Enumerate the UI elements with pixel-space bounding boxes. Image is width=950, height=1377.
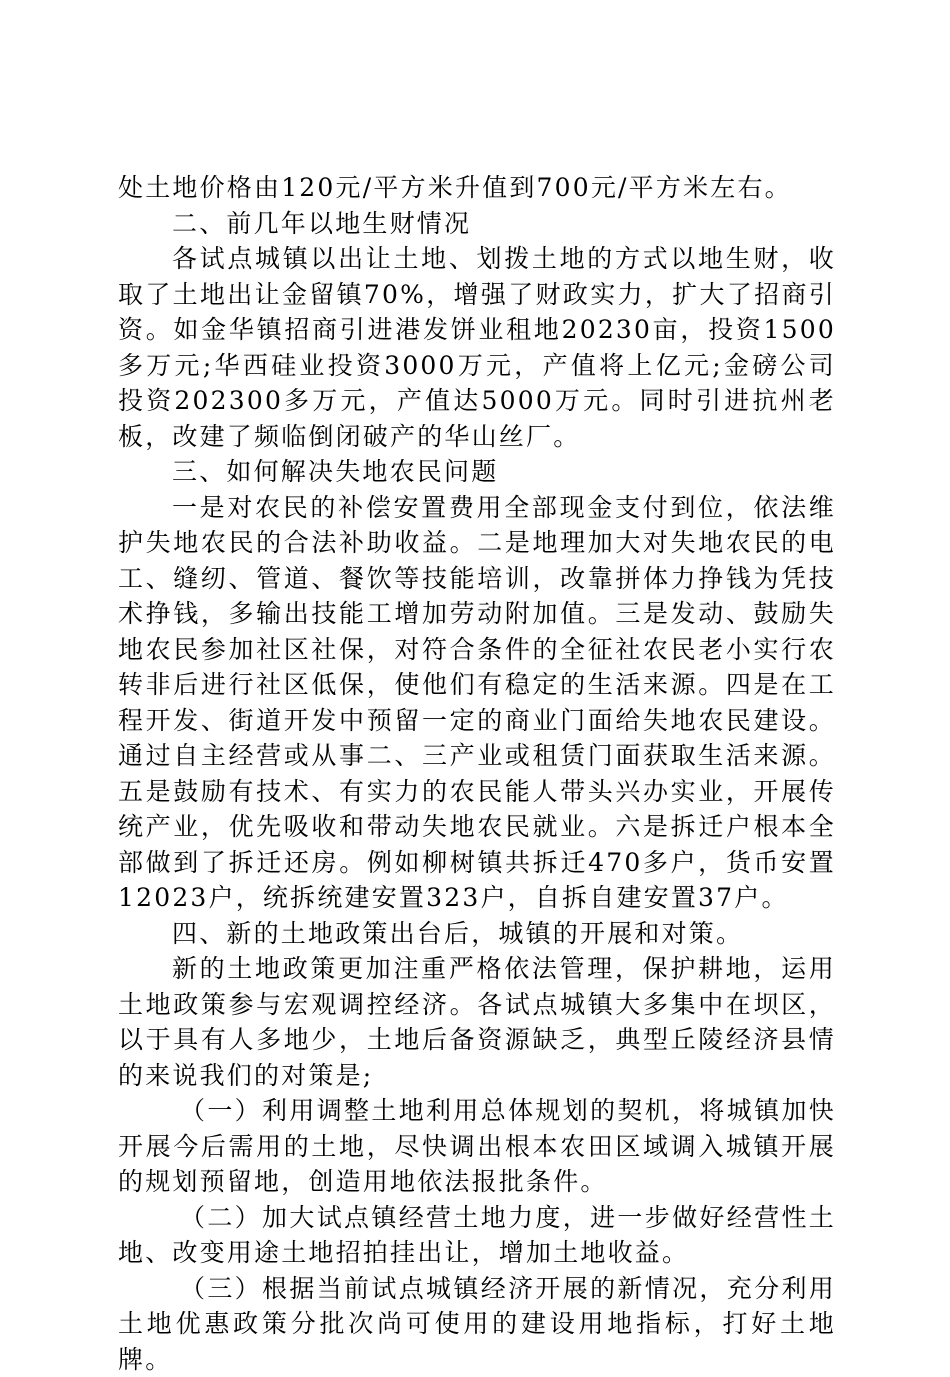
document-body — [118, 170, 836, 1377]
paragraph-land-price: 处土地价格由120元/平方米升值到700元/平方米左右。 — [118, 170, 836, 206]
list-item-2: （二）加大试点镇经营土地力度，进一步做好经营性土地、改变用途土地招拍挂出让，增加土地收益。 — [118, 1200, 836, 1271]
section-heading-2: 二、前几年以地生财情况 — [118, 206, 836, 242]
paragraph-new-policy: 新的土地政策更加注重严格依法管理，保护耕地，运用土地政策参与宏观调控经济。各试点城镇大多集中在坝区，以于具有人多地少，土地后备资源缺乏，典型丘陵经济县情的来说我们的对策是; — [118, 951, 836, 1093]
list-item-3: （三）根据当前试点城镇经济开展的新情况，充分利用土地优惠政策分批次尚可使用的建设用地指标，打好土地牌。 — [118, 1271, 836, 1377]
list-item-1: （一）利用调整土地利用总体规划的契机，将城镇加快开展今后需用的土地，尽快调出根本农田区域调入城镇开展的规划预留地，创造用地依法报批条件。 — [118, 1093, 836, 1200]
section-heading-4: 四、新的土地政策出台后，城镇的开展和对策。 — [118, 916, 836, 952]
section-heading-3: 三、如何解决失地农民问题 — [118, 454, 836, 490]
paragraph-landless-farmers: 一是对农民的补偿安置费用全部现金支付到位，依法维护失地农民的合法补助收益。二是地理加大对失地农民的电工、缝纫、管道、餐饮等技能培训，改靠拼体力挣钱为凭技术挣钱，多输出技能工增加劳动附加值。三是发动、鼓励失地农民参加社区社保，对符合条件的全征社农民老小实行农转非后进行社区低保，使他们有稳定的生活来源。四是在工程开发、街道开发中预留一定的商业门面给失地农民建设。通过自主经营或从事二、三产业或租赁门面获取生活来源。五是鼓励有技术、有实力的农民能人带头兴办实业，开展传统产业，优先吸收和带动失地农民就业。六是拆迁户根本全部做到了拆迁还房。例如柳树镇共拆迁470多户，货币安置12023户，统拆统建安置323户，自拆自建安置37户。 — [118, 490, 836, 916]
paragraph-land-revenue: 各试点城镇以出让土地、划拨土地的方式以地生财，收取了土地出让金留镇70%，增强了财政实力，扩大了招商引资。如金华镇招商引进港发饼业租地20230亩，投资1500多万元;华西硅业投资3000万元，产值将上亿元;金磅公司投资202300多万元，产值达5000万元。同时引进抗州老板，改建了频临倒闭破产的华山丝厂。 — [118, 241, 836, 454]
